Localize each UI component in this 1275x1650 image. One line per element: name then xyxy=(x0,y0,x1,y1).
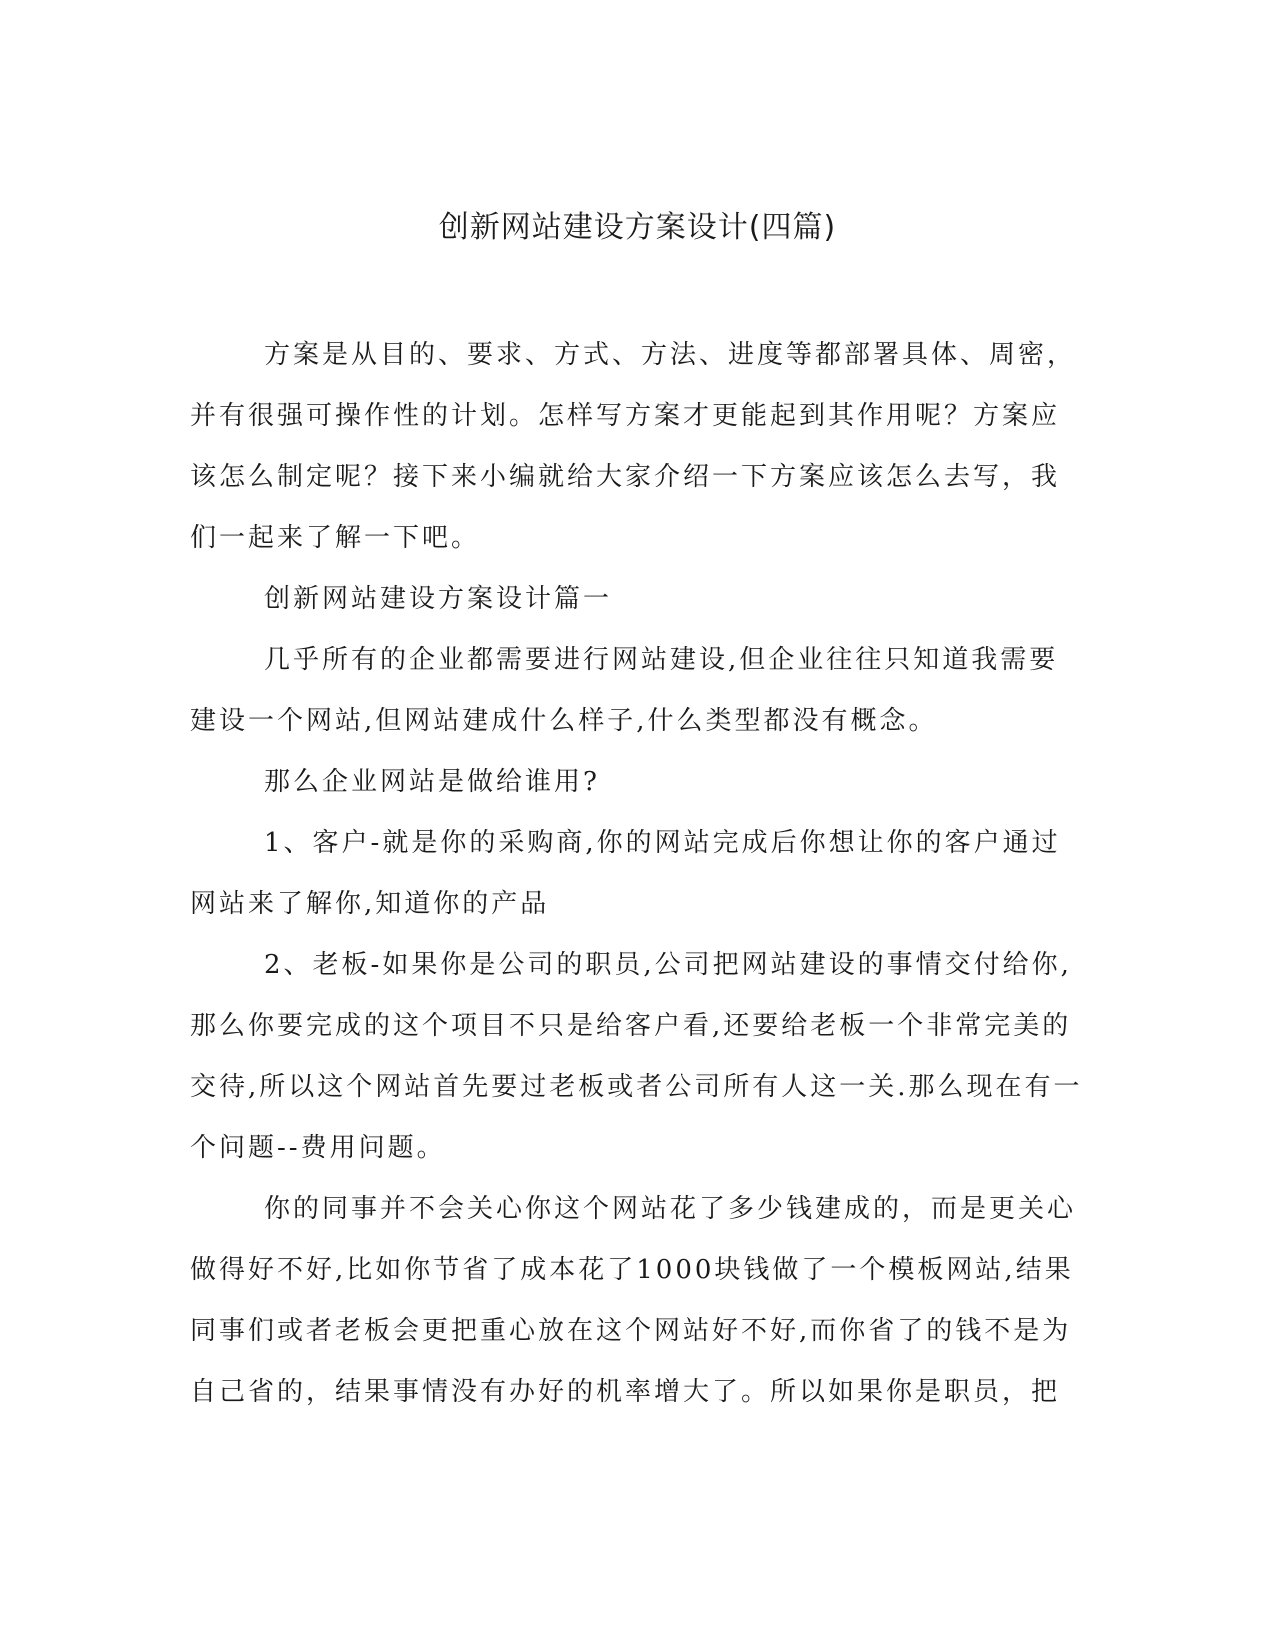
paragraph: 几乎所有的企业都需要进行网站建设,但企业往往只知道我需要建设一个网站,但网站建成什么样子,什么类型都没有概念。 xyxy=(190,645,1059,736)
document-title: 创新网站建设方案设计(四篇) xyxy=(438,210,837,245)
list-item-boss: 2、老板-如果你是公司的职员,公司把网站建设的事情交付给你,那么你要完成的这个项目不只是给客户看,还要给老板一个非常完美的交待,所以这个网站首先要过老板或者公司所有人这一关.那么现在有一个问题--费用问题。 xyxy=(190,950,1083,1163)
document-body xyxy=(190,325,1085,1423)
paragraph-question: 那么企业网站是做给谁用? xyxy=(264,767,600,797)
section-heading: 创新网站建设方案设计篇一 xyxy=(264,584,613,614)
list-item-customer: 1、客户-就是你的采购商,你的网站完成后你想让你的客户通过网站来了解你,知道你的产品 xyxy=(190,828,1061,919)
paragraph: 你的同事并不会关心你这个网站花了多少钱建成的，而是更关心做得好不好,比如你节省了成本花了1000块钱做了一个模板网站,结果同事们或者老板会更把重心放在这个网站好不好,而你省了的钱不是为自己省的，结果事情没有办好的机率增大了。所以如果你是职员，把 xyxy=(190,1194,1077,1407)
paragraph-intro: 方案是从目的、要求、方式、方法、进度等都部署具体、周密，并有很强可操作性的计划。怎样写方案才更能起到其作用呢？方案应该怎么制定呢？接下来小编就给大家介绍一下方案应该怎么去写，我们一起来了解一下吧。 xyxy=(190,340,1077,553)
